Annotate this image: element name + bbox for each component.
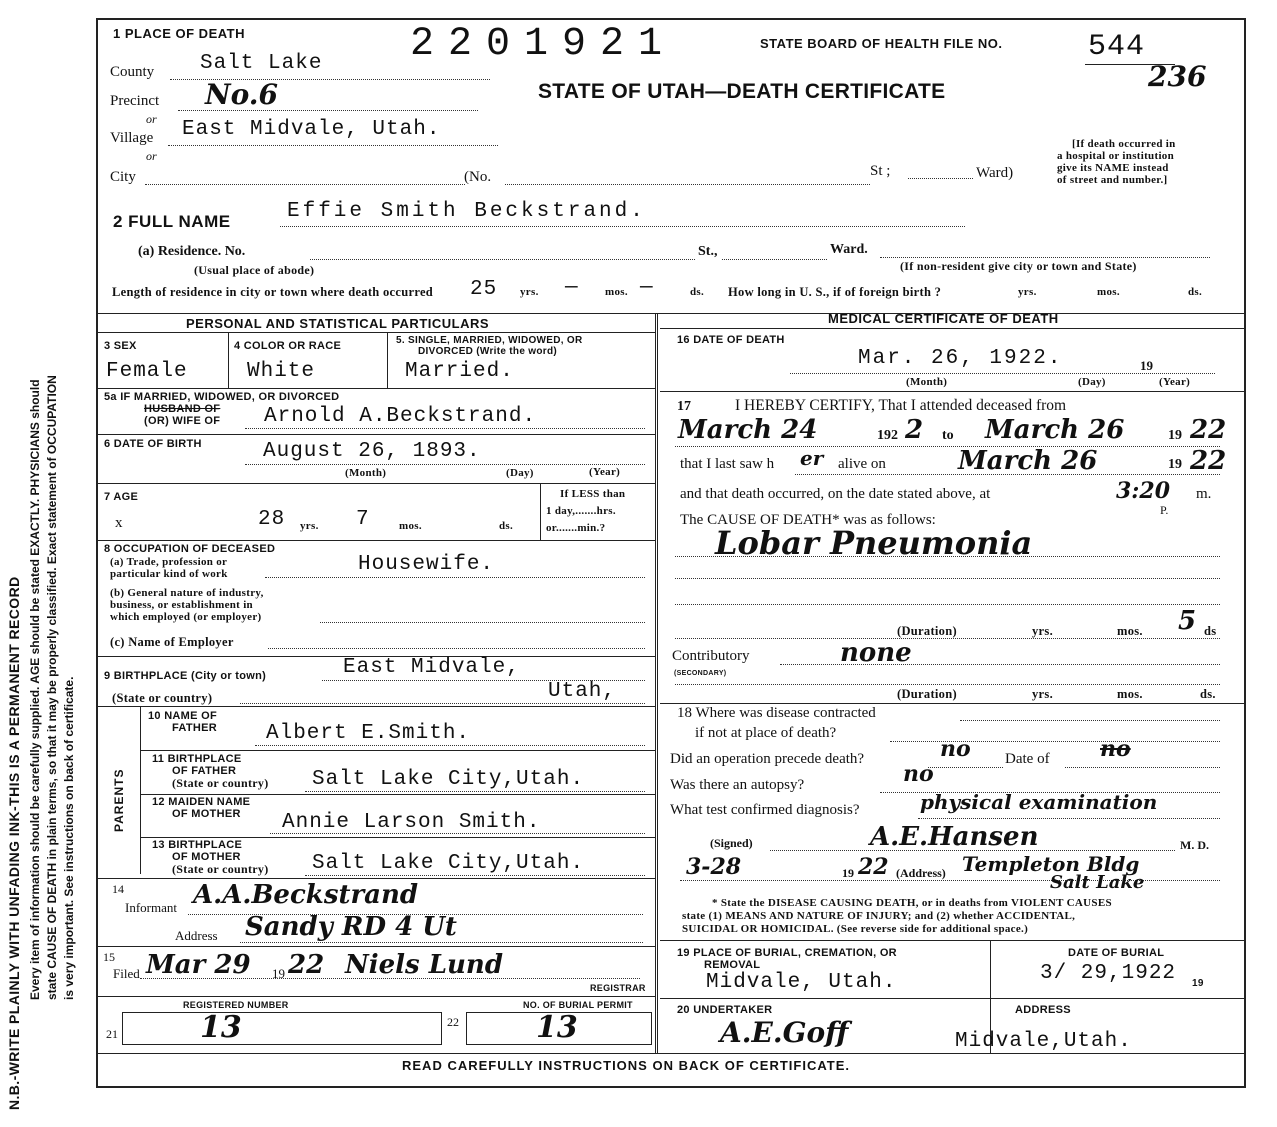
- file-number: 544: [1088, 30, 1146, 64]
- marital-label-1: 5. SINGLE, MARRIED, WIDOWED, OR: [396, 335, 583, 346]
- burial-place-value: Midvale, Utah.: [706, 971, 897, 994]
- occupation-value: Housewife.: [358, 553, 495, 576]
- birthplace-city-value: East Midvale,: [343, 656, 520, 679]
- footer-instructions: READ CAREFULLY INSTRUCTIONS ON BACK OF CERTIFICATE.: [402, 1058, 850, 1073]
- age-yrs-label: yrs.: [300, 520, 319, 532]
- spouse-label-1: 5a IF MARRIED, WIDOWED, OR DIVORCED: [104, 391, 340, 403]
- occupation-b-3: which employed (or employer): [110, 611, 262, 623]
- age-months-value: 7: [356, 508, 370, 531]
- filed-date-value: Mar 29: [146, 950, 251, 980]
- file-number-label: STATE BOARD OF HEALTH FILE NO.: [760, 36, 1003, 51]
- birthplace-state-label: (State or country): [112, 691, 213, 705]
- precinct-label: Precinct: [110, 93, 160, 109]
- undertaker-value: A.E.Goff: [720, 1016, 849, 1049]
- signed-value: A.E.Hansen: [870, 822, 1039, 852]
- signature-address-label: (Address): [896, 866, 946, 880]
- filed-year-prefix: 19: [272, 966, 285, 981]
- death-time-value: 3:20: [1116, 478, 1171, 504]
- burial-date-value: 3/ 29,1922: [1040, 962, 1177, 985]
- dob-month-label: (Month): [345, 467, 387, 479]
- undertaker-address-label: ADDRESS: [1015, 1004, 1071, 1016]
- duration-value: 5: [1178, 606, 1197, 636]
- informant-address-value: Sandy RD 4 Ut: [245, 912, 457, 942]
- precinct-value: No.6: [205, 78, 279, 111]
- medical-header: MEDICAL CERTIFICATE OF DEATH: [828, 311, 1059, 326]
- mother-birthplace-value: Salt Lake City,Utah.: [312, 852, 585, 875]
- alive-on-label: alive on: [838, 456, 886, 472]
- personal-header: PERSONAL AND STATISTICAL PARTICULARS: [186, 316, 490, 331]
- father-birthplace-label-1: 11 BIRTHPLACE: [152, 753, 242, 765]
- filed-year-value: 22: [288, 950, 325, 980]
- less-label-1: If LESS than: [560, 488, 626, 500]
- marital-value: Married.: [405, 360, 514, 383]
- filed-label: Filed: [113, 966, 140, 981]
- father-name-value: Albert E.Smith.: [266, 722, 471, 745]
- burial-date-label: DATE OF BURIAL: [1068, 947, 1165, 959]
- to-year-value: 22: [1190, 415, 1227, 445]
- village-label: Village: [110, 130, 154, 146]
- dod-month-label: (Month): [906, 376, 948, 388]
- village-value: East Midvale, Utah.: [182, 118, 441, 141]
- birthplace-state-value: Utah,: [548, 680, 617, 703]
- undertaker-label: 20 UNDERTAKER: [677, 1004, 773, 1016]
- hospital-note-3: give its NAME instead: [1057, 162, 1169, 174]
- burial-permit-label: NO. OF BURIAL PERMIT: [523, 1000, 633, 1010]
- age-mark: x: [115, 515, 123, 531]
- length-yrs-label: yrs.: [520, 286, 539, 298]
- length-ds-label: ds.: [690, 286, 705, 298]
- length-months-dash: —: [565, 276, 579, 299]
- informant-label: Informant: [125, 900, 177, 915]
- signature-date: 3-28: [686, 854, 742, 880]
- cause-label: The CAUSE OF DEATH* was as follows:: [680, 512, 936, 528]
- ward-label: Ward): [976, 165, 1014, 181]
- mother-name-value: Annie Larson Smith.: [282, 811, 541, 834]
- side-instructions-line1: Every item of information should be carefully supplied. AGE should be stated EXACTLY. PHYSICIANS should: [28, 379, 42, 1000]
- side-instructions-line3: is very important. See instructions on back of certificate.: [62, 676, 76, 1000]
- certify-text: I HEREBY CERTIFY, That I attended deceased from: [735, 397, 1067, 414]
- test-question: What test confirmed diagnosis?: [670, 802, 860, 818]
- occupation-b-2: business, or establishment in: [110, 599, 253, 611]
- mother-birthplace-label-3: (State or country): [172, 862, 269, 876]
- last-saw-pronoun: er: [800, 446, 824, 470]
- date-of-value: no: [1100, 736, 1131, 762]
- operation-value: no: [940, 736, 971, 762]
- signature-year: 22: [858, 854, 889, 880]
- autopsy-question: Was there an autopsy?: [670, 777, 805, 793]
- age-label: 7 AGE: [104, 491, 139, 503]
- color-label: 4 COLOR OR RACE: [234, 340, 342, 352]
- date-of-death-19: 19: [1140, 358, 1153, 373]
- burial-date-19: 19: [1192, 978, 1204, 989]
- date-of-death-value: Mar. 26, 1922.: [858, 347, 1063, 370]
- last-saw-date: March 26: [958, 446, 1098, 476]
- dob-day-label: (Day): [506, 467, 534, 479]
- q18-line-2: if not at place of death?: [695, 725, 837, 741]
- death-time-pm: P.: [1160, 503, 1169, 517]
- mother-birthplace-label-2: OF MOTHER: [172, 851, 241, 863]
- cause-note-3: SUICIDAL OR HOMICIDAL. (See reverse side for additional space.): [682, 923, 1029, 935]
- duration-mos: mos.: [1117, 624, 1143, 638]
- dob-label: 6 DATE OF BIRTH: [104, 438, 202, 450]
- age-mos-label: mos.: [399, 520, 422, 532]
- side-warning: N.B.-WRITE PLAINLY WITH UNFADING INK-THIS IS A PERMANENT RECORD: [6, 576, 22, 1110]
- death-time-m: m.: [1196, 486, 1212, 502]
- or-label-2: or: [146, 149, 157, 163]
- foreign-mos-label: mos.: [1097, 286, 1120, 298]
- abode-note: (Usual place of abode): [194, 263, 315, 277]
- informant-address-label: Address: [175, 928, 218, 943]
- residence-ward-label: Ward.: [830, 242, 868, 257]
- operation-question: Did an operation precede death?: [670, 751, 865, 767]
- certify-number: 17: [677, 399, 691, 414]
- registered-number-box: [122, 1012, 442, 1045]
- residence-st-label: St.,: [698, 244, 718, 259]
- certificate-title: STATE OF UTAH—DEATH CERTIFICATE: [538, 80, 946, 103]
- dob-year-label: (Year): [589, 466, 621, 478]
- registrar-value: Niels Lund: [345, 950, 504, 980]
- signature-address: Templeton Bldg: [962, 852, 1140, 876]
- color-value: White: [247, 360, 316, 383]
- or-label-1: or: [146, 112, 157, 126]
- cause-note-1: * State the DISEASE CAUSING DEATH, or in deaths from VIOLENT CAUSES: [712, 897, 1112, 909]
- duration-ds: ds: [1204, 624, 1217, 638]
- informant-number: 14: [112, 882, 124, 896]
- last-saw-year-value: 22: [1190, 446, 1227, 476]
- full-name-label: 2 FULL NAME: [113, 212, 231, 231]
- signature-year-prefix: 19: [842, 866, 854, 880]
- cause-value: Lobar Pneumonia: [715, 524, 1033, 562]
- city-label: City: [110, 169, 136, 185]
- undertaker-address-value: Midvale,Utah.: [955, 1030, 1132, 1053]
- attended-to-date: March 26: [985, 415, 1125, 445]
- residence-label: (a) Residence. No.: [138, 244, 246, 259]
- foreign-birth-label: How long in U. S., if of foreign birth ?: [728, 285, 942, 299]
- parents-label: PARENTS: [112, 768, 126, 832]
- nonresident-note: (If non-resident give city or town and State): [900, 259, 1137, 273]
- dob-value: August 26, 1893.: [263, 440, 481, 463]
- county-label: County: [110, 64, 155, 80]
- occupation-a-2: particular kind of work: [110, 568, 228, 580]
- signature-address-2: Salt Lake: [1050, 872, 1145, 893]
- length-of-residence-label: Length of residence in city or town where death occurred: [112, 285, 434, 299]
- death-occurred-label: and that death occurred, on the date stated above, at: [680, 486, 991, 502]
- spouse-value: Arnold A.Beckstrand.: [264, 405, 537, 428]
- hospital-note-2: a hospital or institution: [1057, 150, 1175, 162]
- registered-number-label: REGISTERED NUMBER: [183, 1000, 289, 1010]
- burial-place-label-1: 19 PLACE OF BURIAL, CREMATION, OR: [677, 947, 897, 959]
- informant-value: A.A.Beckstrand: [193, 880, 419, 910]
- spouse-label-3: (OR) WIFE OF: [144, 415, 221, 427]
- age-ds-label: ds.: [499, 520, 514, 532]
- date-of-death-label: 16 DATE OF DEATH: [677, 334, 785, 346]
- hospital-note-4: of street and number.]: [1057, 174, 1168, 186]
- mother-name-label-2: OF MOTHER: [172, 808, 241, 820]
- side-instructions-line2: state CAUSE OF DEATH in plain terms, so that it may be properly classified. Exact statement of OCCUPATION: [45, 375, 59, 1000]
- length-years-value: 25: [470, 278, 498, 301]
- duration2-ds: ds.: [1200, 687, 1216, 701]
- occupation-a-1: (a) Trade, profession or: [110, 556, 228, 568]
- place-of-death-label: 1 PLACE OF DEATH: [113, 26, 245, 41]
- cause-note-2: state (1) MEANS AND NATURE OF INJURY; and (2) whether ACCIDENTAL,: [682, 910, 1076, 922]
- duration2-label: (Duration): [897, 687, 957, 701]
- marital-label-2: DIVORCED (Write the word): [418, 346, 557, 357]
- sex-value: Female: [106, 360, 188, 383]
- md-label: M. D.: [1180, 838, 1209, 852]
- burial-permit-index: 22: [447, 1015, 459, 1029]
- street-number-label: (No.: [464, 169, 492, 185]
- stamp-number: 2201921: [410, 22, 677, 67]
- to-year-prefix: 19: [1168, 428, 1182, 443]
- length-days-dash: —: [640, 276, 654, 299]
- county-value: Salt Lake: [200, 52, 323, 75]
- length-mos-label: mos.: [605, 286, 628, 298]
- filed-number: 15: [103, 950, 115, 964]
- from-year-value: 2: [905, 415, 924, 445]
- dod-year-label: (Year): [1159, 376, 1191, 388]
- dod-day-label: (Day): [1078, 376, 1106, 388]
- last-saw-year-prefix: 19: [1168, 457, 1182, 472]
- registered-number-index: 21: [106, 1027, 118, 1041]
- hospital-note-1: [If death occurred in: [1072, 138, 1176, 150]
- contributory-sub: (SECONDARY): [674, 670, 727, 677]
- file-number-extra: 236: [1148, 60, 1207, 93]
- contributory-value: none: [840, 638, 912, 668]
- registrar-label: REGISTRAR: [590, 983, 646, 993]
- duration-yrs: yrs.: [1032, 624, 1053, 638]
- date-of-label: Date of: [1005, 751, 1050, 767]
- contributory-label: Contributory: [672, 648, 750, 664]
- occupation-b-1: (b) General nature of industry,: [110, 587, 264, 599]
- autopsy-value: no: [903, 761, 934, 787]
- mother-birthplace-label-1: 13 BIRTHPLACE: [152, 839, 243, 851]
- duration2-mos: mos.: [1117, 687, 1143, 701]
- last-saw-label: that I last saw h: [680, 456, 775, 472]
- father-name-label-1: 10 NAME OF: [148, 710, 218, 722]
- less-label-3: or.......min.?: [546, 522, 606, 534]
- spouse-label-2: HUSBAND OF: [144, 403, 221, 415]
- burial-place-label-2: REMOVAL: [704, 959, 761, 971]
- foreign-yrs-label: yrs.: [1018, 286, 1037, 298]
- occupation-label: 8 OCCUPATION OF DECEASED: [104, 543, 276, 555]
- sex-label: 3 SEX: [104, 340, 137, 352]
- burial-permit-value: 13: [536, 1010, 578, 1045]
- less-label-2: 1 day,.......hrs.: [546, 505, 616, 517]
- foreign-ds-label: ds.: [1188, 286, 1203, 298]
- attended-from-date: March 24: [678, 415, 818, 445]
- father-birthplace-label-2: OF FATHER: [172, 765, 237, 777]
- street-label: St ;: [870, 163, 891, 179]
- q18-line-1: 18 Where was disease contracted: [677, 705, 876, 721]
- age-years-value: 28: [258, 508, 286, 531]
- signed-label: (Signed): [710, 836, 753, 850]
- duration2-yrs: yrs.: [1032, 687, 1053, 701]
- occupation-c: (c) Name of Employer: [110, 635, 234, 649]
- test-value: physical examination: [920, 790, 1158, 814]
- father-birthplace-label-3: (State or country): [172, 776, 269, 790]
- from-year-prefix: 192: [877, 428, 898, 443]
- duration-label: (Duration): [897, 624, 957, 638]
- father-birthplace-value: Salt Lake City,Utah.: [312, 768, 585, 791]
- full-name-value: Effie Smith Beckstrand.: [287, 200, 646, 223]
- birthplace-label: 9 BIRTHPLACE (City or town): [104, 670, 267, 682]
- mother-name-label-1: 12 MAIDEN NAME: [152, 796, 251, 808]
- father-name-label-2: FATHER: [172, 722, 217, 734]
- to-label: to: [942, 428, 954, 443]
- registered-number-value: 13: [200, 1010, 242, 1045]
